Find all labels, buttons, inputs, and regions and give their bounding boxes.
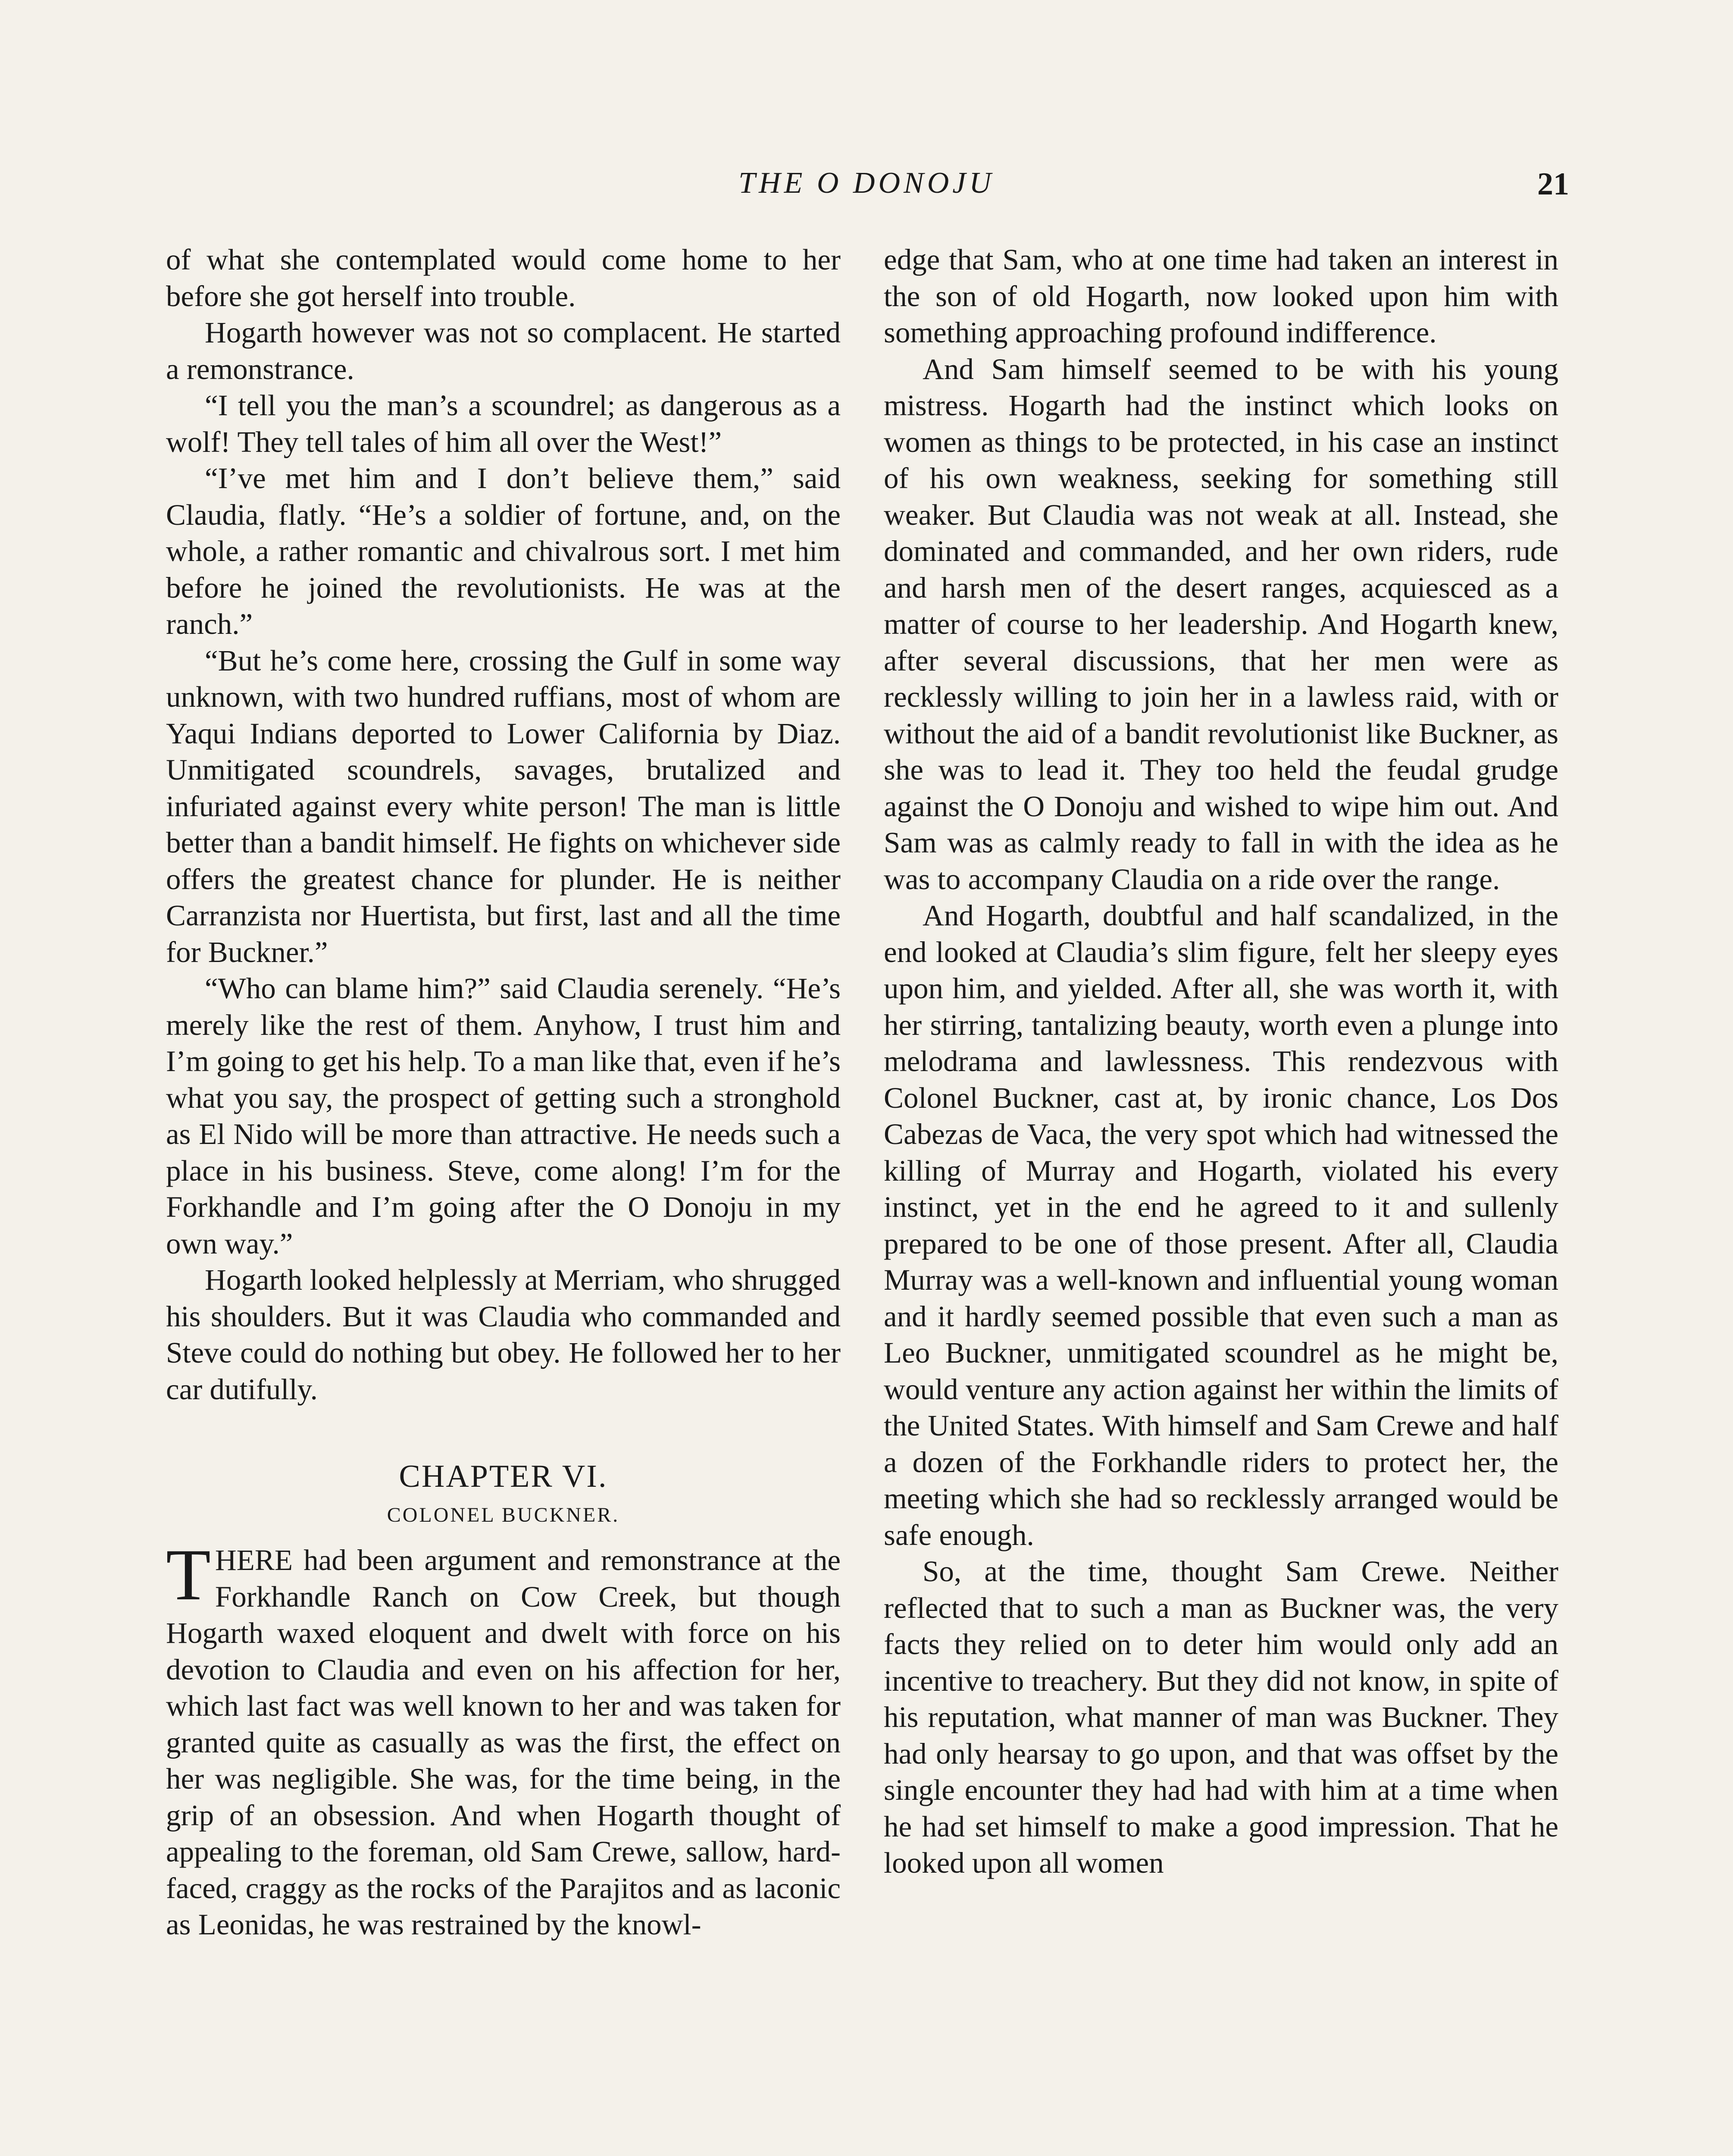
chapter-subtitle: COLONEL BUCKNER.	[387, 1504, 620, 1526]
opening-text: HERE had been argument and remonstrance at the Forkhandle Ranch on Cow Creek, but though Hogarth waxed eloquent and dwelt with force on his devotion to Claudia and even on his affection for her, which last fact was well known to her and was taken for granted quite as casually as was the first, the effect on her was negligible. She was, for the time being, in the grip of an obsession. And when Hogarth thought of appealing to the foreman, old Sam Crewe, sallow, hard-faced, craggy as the rocks of the Parajitos and as laconic as Leonidas, he was restrained by the knowl-	[166, 1544, 841, 1941]
paragraph: Hogarth however was not so complacent. He started a remonstrance.	[166, 316, 841, 385]
paragraph: And Hogarth, doubtful and half scandalized, in the end looked at Claudia’s slim figure, felt her sleepy eyes upon him, and yielded. After all, she was worth it, with her stirring, tantalizing beauty, worth even a plunge into melodrama and lawlessness. This rendezvous with Colonel Buckner, cast at, by ironic chance, Los Dos Cabezas de Vaca, the very spot which had witnessed the killing of Murray and Hogarth, violated his every instinct, yet in the end he agreed to it and sullenly prepared to be one of those present. After all, Claudia Murray was a well-known and influential young woman and it hardly seemed possible that even such a man as Leo Buckner, unmitigated scoundrel as he might be, would venture any action against her within the limits of the United States. With himself and Sam Crewe and half a dozen of the Forkhandle riders to protect her, the meeting which she had so recklessly arranged would be safe enough.	[884, 899, 1558, 1551]
running-title: THE O DONOJU	[738, 166, 995, 200]
page-header	[164, 166, 1569, 205]
paragraph: “I tell you the man’s a scoundrel; as dangerous as a wolf! They tell tales of him all over the West!”	[166, 389, 841, 458]
paragraph: of what she contemplated would come home to her before she got herself into trouble.	[166, 243, 841, 313]
left-column	[166, 241, 841, 2156]
paragraph: “But he’s come here, crossing the Gulf in some way unknown, with two hundred ruffians, most of whom are Yaqui Indians deported to Lower California by Diaz. Unmitigated scoundrels, savages, brutalized and infuriated against every white person! The man is little better than a bandit himself. He fights on whichever side offers the greatest chance for plunder. He is neither Carranzista nor Huertista, but first, last and all the time for Buckner.”	[166, 644, 841, 968]
chapter-heading	[166, 1455, 841, 1532]
chapter-opening-paragraph	[166, 1534, 841, 1943]
paragraph: edge that Sam, who at one time had taken an interest in the son of old Hogarth, now looked upon him with something approaching profound indifference.	[884, 243, 1558, 349]
drop-cap: T	[166, 1534, 211, 1615]
chapter-title: CHAPTER VI.	[399, 1459, 608, 1494]
paragraph: Hogarth looked helplessly at Merriam, who shrugged his shoulders. But it was Claudia who commanded and Steve could do nothing but obey. He followed her to her car dutifully.	[166, 1263, 841, 1406]
paragraph: And Sam himself seemed to be with his young mistress. Hogarth had the instinct which looks on women as things to be protected, in his case an instinct of his own weakness, seeking for something still weaker. But Claudia was not weak at all. Instead, she dominated and commanded, and her own riders, rude and harsh men of the desert ranges, acquiesced as a matter of course to her leadership. And Hogarth knew, after several discussions, that her men were as recklessly willing to join her in a lawless raid, with or without the aid of a bandit revolutionist like Buckner, as she was to lead it. They too held the feudal grudge against the O Donoju and wished to wipe him out. And Sam was as calmly ready to fall in with the idea as he was to accompany Claudia on a ride over the range.	[884, 352, 1558, 896]
paragraph: “I’ve met him and I don’t believe them,” said Claudia, flatly. “He’s a soldier of fortune, and, on the whole, a rather romantic and chivalrous sort. I met him before he joined the revolutionists. He was at the ranch.”	[166, 462, 841, 640]
right-column	[884, 241, 1558, 2156]
paragraph: “Who can blame him?” said Claudia serenely. “He’s merely like the rest of them. Anyhow, I trust him and I’m going to get his help. To a man like that, even if he’s what you say, the prospect of getting such a stronghold as El Nido will be more than attractive. He needs such a place in his business. Steve, come along! I’m for the Forkhandle and I’m going after the O Donoju in my own way.”	[166, 972, 841, 1260]
page-number: 21	[1537, 166, 1569, 202]
paragraph: So, at the time, thought Sam Crewe. Neither reflected that to such a man as Buckner was, the very facts they relied on to deter him would only add an incentive to treachery. But they did not know, in spite of his reputation, what manner of man was Buckner. They had only hearsay to go upon, and that was offset by the single encounter they had had with him at a time when he had set himself to make a good impression. That he looked upon all women	[884, 1555, 1558, 1879]
text-columns	[166, 241, 1558, 2156]
